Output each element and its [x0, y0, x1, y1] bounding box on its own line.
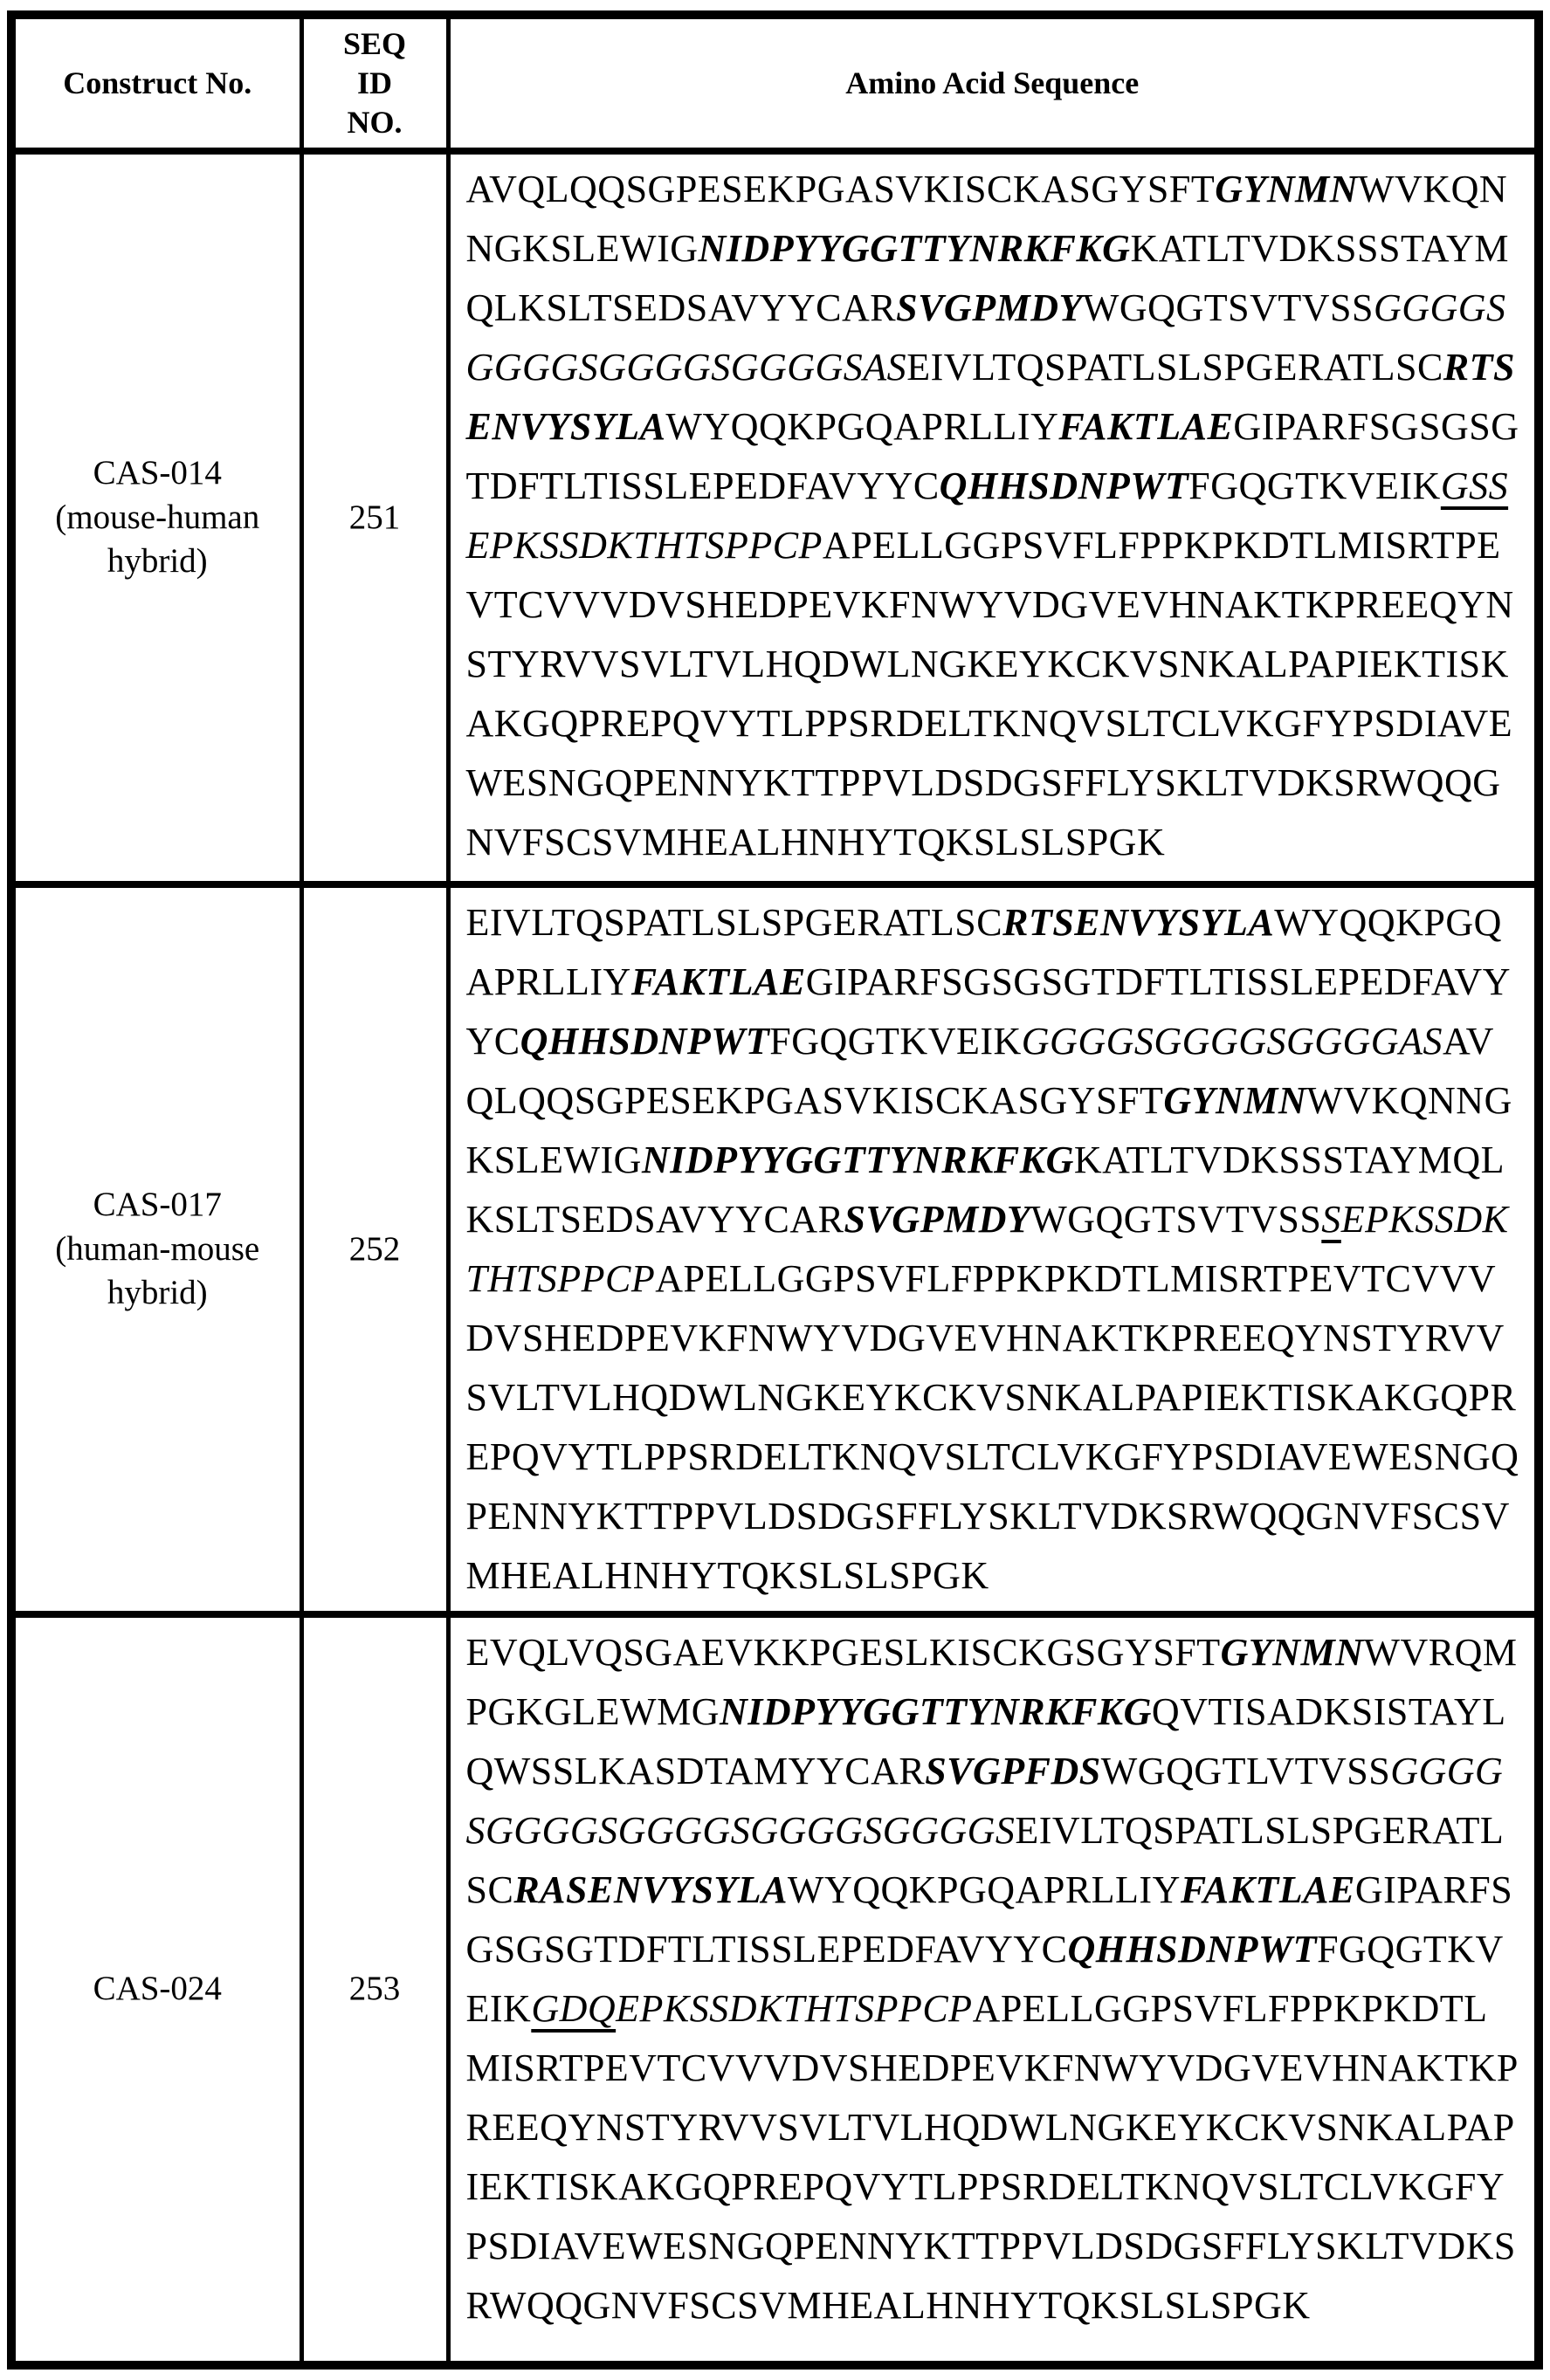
sequence-segment: WGQGTLVTVSS: [1100, 1750, 1391, 1792]
sequence-segment: WVKQNNGKSLEWIG: [465, 168, 1508, 270]
sequence-segment: RTSENVYSYLA: [465, 346, 1515, 448]
sequence-cell: [448, 151, 1539, 884]
table-row: [11, 884, 1539, 1614]
sequence-segment: GGGGSGGGGSGGGGAS: [1021, 1020, 1443, 1063]
sequence-segment: WGQGTSVTVSS: [1030, 1198, 1322, 1241]
sequence-segment: FAKTLAE: [1180, 1868, 1355, 1911]
construct-no-value: CAS-017 (human-mouse hybrid): [11, 884, 301, 1614]
sequence-segment: KATLTVDKSSSTAYMQLKSLTSEDSAVYYCAR: [465, 227, 1509, 329]
sequence-segment: EIVLTQSPATLSLSPGERATLSC: [465, 901, 1003, 944]
sequence-segment: GIPARFSGSGSGTDFTLTISSLEPEDFAVYYC: [465, 405, 1519, 507]
sequence-segment: SVGPMDY: [844, 1198, 1031, 1241]
sequence-segment: WVKQNNGKSLEWIG: [465, 1079, 1512, 1181]
sequence-segment: RTSENVYSYLA: [1002, 901, 1275, 944]
header-row: [11, 15, 1539, 151]
sequence-segment: S: [1321, 1198, 1341, 1241]
amino-acid-sequence: [466, 1623, 1523, 2335]
sequence-segment: GIPARFSGSGSGTDFTLTISSLEPEDFAVYYC: [465, 1868, 1513, 1971]
amino-acid-sequence: [466, 160, 1523, 872]
sequence-segment: NIDPYYGGTTYNRKFKG: [641, 1138, 1074, 1181]
header-amino-acid-sequence: Amino Acid Sequence: [448, 15, 1539, 151]
sequence-segment: WGQGTSVTVSS: [1082, 286, 1374, 329]
sequence-segment: FAKTLAE: [1058, 405, 1234, 448]
sequence-segment: ERATLSC: [465, 1809, 1505, 1911]
sequence-cell: [448, 1614, 1539, 2365]
seq-id-value: 252: [301, 884, 448, 1614]
sequence-segment: EIVLTQSPATLSLSPGERATLSC: [906, 346, 1443, 389]
construct-no-value: CAS-024: [11, 1614, 301, 2365]
seq-id-value: 251: [301, 151, 448, 884]
sequence-segment: EIVLTQSPATLSLSPG: [1015, 1809, 1382, 1852]
sequence-segment: SVGPMDY: [896, 286, 1083, 329]
sequence-segment: AVQLQQSGPESEKPGASVKISCKASGYSFT: [465, 1020, 1494, 1122]
sequence-segment: RASENVYSYLA: [513, 1868, 788, 1911]
sequence-segment: WYQQKPGQAPRLLIY: [665, 405, 1059, 448]
sequence-segment: QHHSDNPWT: [1067, 1928, 1318, 1971]
sequence-segment: EPKSSDKTHTSPPCP: [616, 1987, 973, 2030]
amino-acid-sequence-table: [7, 10, 1543, 2370]
sequence-segment: APELLGGPSVFLFPPKPKDTLMISRTPEVTCVVVDVSHEDPEVKFNWYVDGVEVHNAKTKPREEQYNSTYRVVSVLTVLHQDWLNGKEYKCKVSNKALPAPIEKTISKAKGQPREPQVYTLPPSRDELTKNQVSLTCLVKGFYPSDIAVEWESNGQPENNYKTTPPVLDSDGSFFLYSKLTVDKSRWQQGNVFSCSVMHEALHNHYTQKSLSLSPGK: [465, 1987, 1519, 2327]
sequence-segment: QHHSDNPWT: [520, 1020, 770, 1063]
sequence-segment: APELLGGPSVFLFPPKPKDTLMISRTPEVTCVVVDVSHEDPEVKFNWYVDGVEVHNAKTKPREEQYNSTYRVVSVLTVLHQDWLNGKEYKCKVSNKALPAPIEKTISKAKGQPREPQVYTLPPSRDELTKNQVSLTCLVKGFYPSDIAVEWESNGQPENNYKTTPPVLDSDGSFFLYSKLTVDKSRWQQGNVFSCSVMHEALHNHYTQKSLSLSPGK: [465, 524, 1514, 863]
sequence-segment: FGQGTKVEIK: [1188, 464, 1441, 507]
sequence-segment: AVQLQQSGPESEKPGASVKISCKASGYSFT: [465, 168, 1216, 210]
sequence-segment: NIDPYYGGTTYNRKFKG: [719, 1690, 1152, 1733]
sequence-segment: EPKSSDKTHTSPPCP: [465, 524, 823, 567]
sequence-cell: [448, 884, 1539, 1614]
sequence-segment: WVRQMPGKGLEWMG: [465, 1631, 1518, 1733]
header-seq-id-no: SEQ ID NO.: [301, 15, 448, 151]
sequence-segment: FAKTLAE: [630, 960, 806, 1003]
sequence-segment: QVTISADKSISTAYLQWSSLKASDTAMYYCAR: [465, 1690, 1506, 1792]
sequence-segment: FGQGTKVEIK: [769, 1020, 1022, 1063]
sequence-segment: GSS: [1440, 464, 1509, 507]
sequence-segment: EVQLVQSGAEVKKPGESLKISCKGSGYSFT: [465, 1631, 1221, 1674]
construct-no-value: CAS-014 (mouse-human hybrid): [11, 151, 301, 884]
sequence-segment: WYQQKPGQAPRLLIY: [787, 1868, 1181, 1911]
seq-id-value: 253: [301, 1614, 448, 2365]
sequence-segment: GYNMN: [1215, 168, 1359, 210]
amino-acid-sequence: [466, 893, 1523, 1606]
sequence-segment: NIDPYYGGTTYNRKFKG: [698, 227, 1131, 270]
sequence-segment: EPKSSDKTHTSPPCP: [465, 1198, 1509, 1300]
header-construct-no: Construct No.: [11, 15, 301, 151]
sequence-segment: GIPARFSGSGSGTDFTLTISSLEPEDF: [805, 960, 1431, 1003]
table-row: [11, 1614, 1539, 2365]
sequence-segment: GYNMN: [1163, 1079, 1307, 1122]
sequence-segment: WYQQKPGQAPRLLIY: [465, 901, 1502, 1003]
sequence-segment: FGQGTKVEIK: [465, 1928, 1504, 2030]
sequence-segment: SVGPFDS: [925, 1750, 1101, 1792]
sequence-segment: APELLGGPSVFLFPPKPKDTLMISRTPEVTCVVVDVSHEDPEVKFNWYVDGVEVHNAKTKPREEQYNSTYRVVSVLTVLHQDWLNGKEYKCKVSNKALPAPIEKTISKAKGQPREPQVYTLPPSRDELTKNQVSLTCLVKGFYPSDIAVEWESNGQPENNYKTTPPVLDSDGSFFLYSKLTVDKSRWQQGNVFSCSVMHEALHNHYTQKSLSLSPGK: [465, 1257, 1519, 1597]
table-row: [11, 151, 1539, 884]
sequence-segment: KATLTVDKSSSTAYMQLKSLTSEDSAVYYCAR: [465, 1138, 1505, 1241]
sequence-segment: AVYYC: [465, 960, 1511, 1063]
sequence-segment: QHHSDNPWT: [939, 464, 1189, 507]
sequence-segment: GYNMN: [1220, 1631, 1364, 1674]
sequence-segment: GGGGSGGGGSGGGGSGGGGSAS: [465, 286, 1506, 389]
sequence-segment: GGGGSGGGGSGGGGSGGGGSGGGGS: [465, 1750, 1504, 1852]
sequence-segment: GDQ: [531, 1987, 617, 2030]
